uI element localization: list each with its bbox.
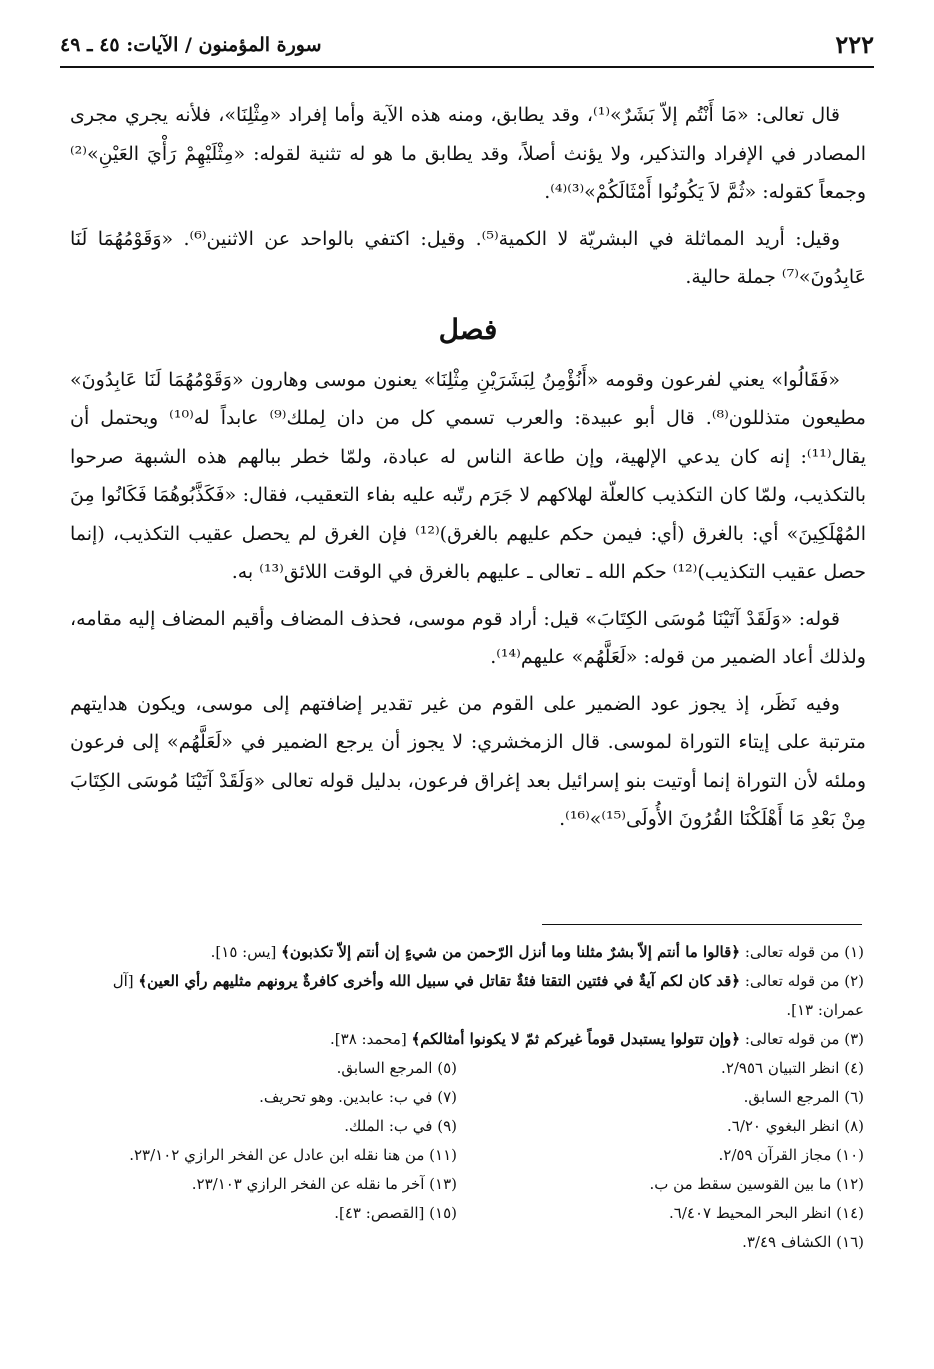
footnote-suffix: [محمد: ٣٨]. xyxy=(330,1030,412,1048)
footnote: (١٠) مجاز القرآن ٢/٥٩. xyxy=(718,1146,864,1164)
footnote: (١٤) انظر البحر المحيط ٦/٤٠٧. xyxy=(669,1204,864,1222)
paragraph: وفيه نَظَر، إذ يجوز عود الضمير على القوم من غير تقدير إضافتهم إلى موسى، ويكون هدايتهم مترتبة على إيتاء التوراة لموسى. قال الزمخشري: لا يجوز أن يرجع الضمير في «لَعَلَّهُم» إلى فرعون وملئه لأن التوراة إنما أوتيت بنو إسرائيل بعد إغراق فرعون، بدليل قوله تعالى «وَلَقَدْ آتَيْنَا مُوسَى الكِتَابَ مِنْ بَعْدِ مَا أَهْلَكْنَا القُرُونَ الأُولَى⁽¹⁵⁾»⁽¹⁶⁾. xyxy=(70,692,866,830)
footnote: (٤) انظر التبيان ٢/٩٥٦. xyxy=(721,1059,864,1077)
running-header xyxy=(60,30,874,64)
footnote: (٨) انظر البغوي ٦/٢٠. xyxy=(726,1117,864,1135)
footnote: (١٥) [القصص: ٤٣]. xyxy=(334,1204,457,1222)
running-title: سورة المؤمنون / الآيات: ٤٥ ـ ٤٩ xyxy=(60,34,322,56)
footnote-quote: ﴿قد كان لكم آيةٌ في فئتين التقتا فئةٌ تقاتل في سبيل الله وأخرى كافرةٌ يرونهم مثليهم رأي العين﴾ xyxy=(138,972,741,990)
footnote-prefix: (٣) من قوله تعالى: xyxy=(740,1030,864,1048)
footnote: (١٣) آخر ما نقله عن الفخر الرازي ٢٣/١٠٣. xyxy=(191,1175,457,1193)
footnote: (١١) من هنا نقله ابن عادل عن الفخر الرازي ٢٣/١٠٢. xyxy=(129,1146,457,1164)
footnote: (٦) المرجع السابق. xyxy=(743,1088,864,1106)
footnote xyxy=(70,1228,457,1257)
footnote-prefix: (٢) من قوله تعالى: xyxy=(740,972,864,990)
footnotes xyxy=(70,938,864,1257)
paragraph: قال تعالى: «مَا أَنْتُم إلاّ بَشَرٌ»⁽¹⁾، وقد يطابق، ومنه هذه الآية وأما إفراد «مِثْلِنَا»، فلأنه يجري مجرى المصادر في الإفراد والتذكير، ولا يؤنث أصلاً، وقد يطابق ما هو له تثنية لقوله: «مِثْلَيْهِمْ رَأْيَ العَيْنِ»⁽²⁾ وجمعاً كقوله: «ثُمَّ لاَ يَكُونُوا أَمْثَالَكُمْ»⁽³⁾⁽⁴⁾. xyxy=(70,104,866,203)
footnote-quote: ﴿وإن تتولوا يستبدل قوماً غيركم ثمّ لا يكونوا أمثالكم﴾ xyxy=(411,1030,741,1048)
page-number: ٢٢٢ xyxy=(835,30,874,59)
paragraph: «فَقَالُوا» يعني لفرعون وقومه «أَنُؤْمِنُ لِبَشَرَيْنِ مِثْلِنَا» يعنون موسى وهارون «وَقَوْمُهُمَا لَنَا عَابِدُونَ» مطيعون متذللون⁽⁸⁾. قال أبو عبيدة: والعرب تسمي كل من دان لِملك⁽⁹⁾ عابداً له⁽¹⁰⁾ ويحتمل أن يقال⁽¹¹⁾: إنه كان يدعي الإلهية، وإن طاعة الناس له عبادة، ولمّا خطر ببالهم هذه الشبهة صرحوا بالتكذيب، ولمّا كان التكذيب كالعلّة لهلاكهم لا جَرَم رتّبه عليه بفاء التعقيب، فقال: «فَكَذَّبُوهُمَا فَكَانُوا مِنَ المُهْلَكِينَ» أي: بالغرق (أي: فيمن حكم عليهم بالغرق)⁽¹²⁾ فإن الغرق لم يحصل عقيب التكذيب، (إنما حصل عقيب التكذيب)⁽¹²⁾ حكم الله ـ تعالى ـ عليهم بالغرق في الوقت اللائق⁽¹³⁾ به. xyxy=(70,368,866,583)
main-text xyxy=(70,96,866,847)
footnote xyxy=(70,967,864,1025)
header-rule xyxy=(60,66,874,68)
paragraph: وقيل: أريد المماثلة في البشريّة لا الكمية⁽⁵⁾. وقيل: اكتفي بالواحد عن الاثنين⁽⁶⁾. «وَقَوْمُهُمَا لَنَا عَابِدُونَ»⁽⁷⁾ جملة حالية. xyxy=(70,227,866,288)
footnote xyxy=(70,938,864,967)
footnote-suffix: [آل عمران: ١٣]. xyxy=(112,972,864,1019)
footnote: (٥) المرجع السابق. xyxy=(336,1059,457,1077)
section-title: فصل xyxy=(438,312,498,346)
paragraph: قوله: «وَلَقَدْ آتَيْنَا مُوسَى الكِتَابَ» قيل: أراد قوم موسى، فحذف المضاف وأقيم المضاف إليه مقامه، ولذلك أعاد الضمير من قوله: «لَعَلَّهُم» عليهم⁽¹⁴⁾. xyxy=(70,607,866,668)
footnote-separator xyxy=(542,924,862,925)
footnote: (٧) في ب: عابدين. وهو تحريف. xyxy=(259,1088,457,1106)
footnote: (١٢) ما بين القوسين سقط من ب. xyxy=(649,1175,864,1193)
footnote-suffix: [يس: ١٥]. xyxy=(210,943,282,961)
footnote-quote: ﴿قالوا ما أنتم إلاّ بشرٌ مثلنا وما أنزل الرّحمن من شيءٍ إن أنتم إلاّ تكذبون﴾ xyxy=(281,943,741,961)
footnote-prefix: (١) من قوله تعالى: xyxy=(740,943,864,961)
footnote xyxy=(70,1025,864,1054)
footnote: (٩) في ب: الملك. xyxy=(344,1117,457,1135)
footnote: (١٦) الكشاف ٣/٤٩. xyxy=(742,1233,864,1251)
footnote-grid xyxy=(70,1054,864,1257)
